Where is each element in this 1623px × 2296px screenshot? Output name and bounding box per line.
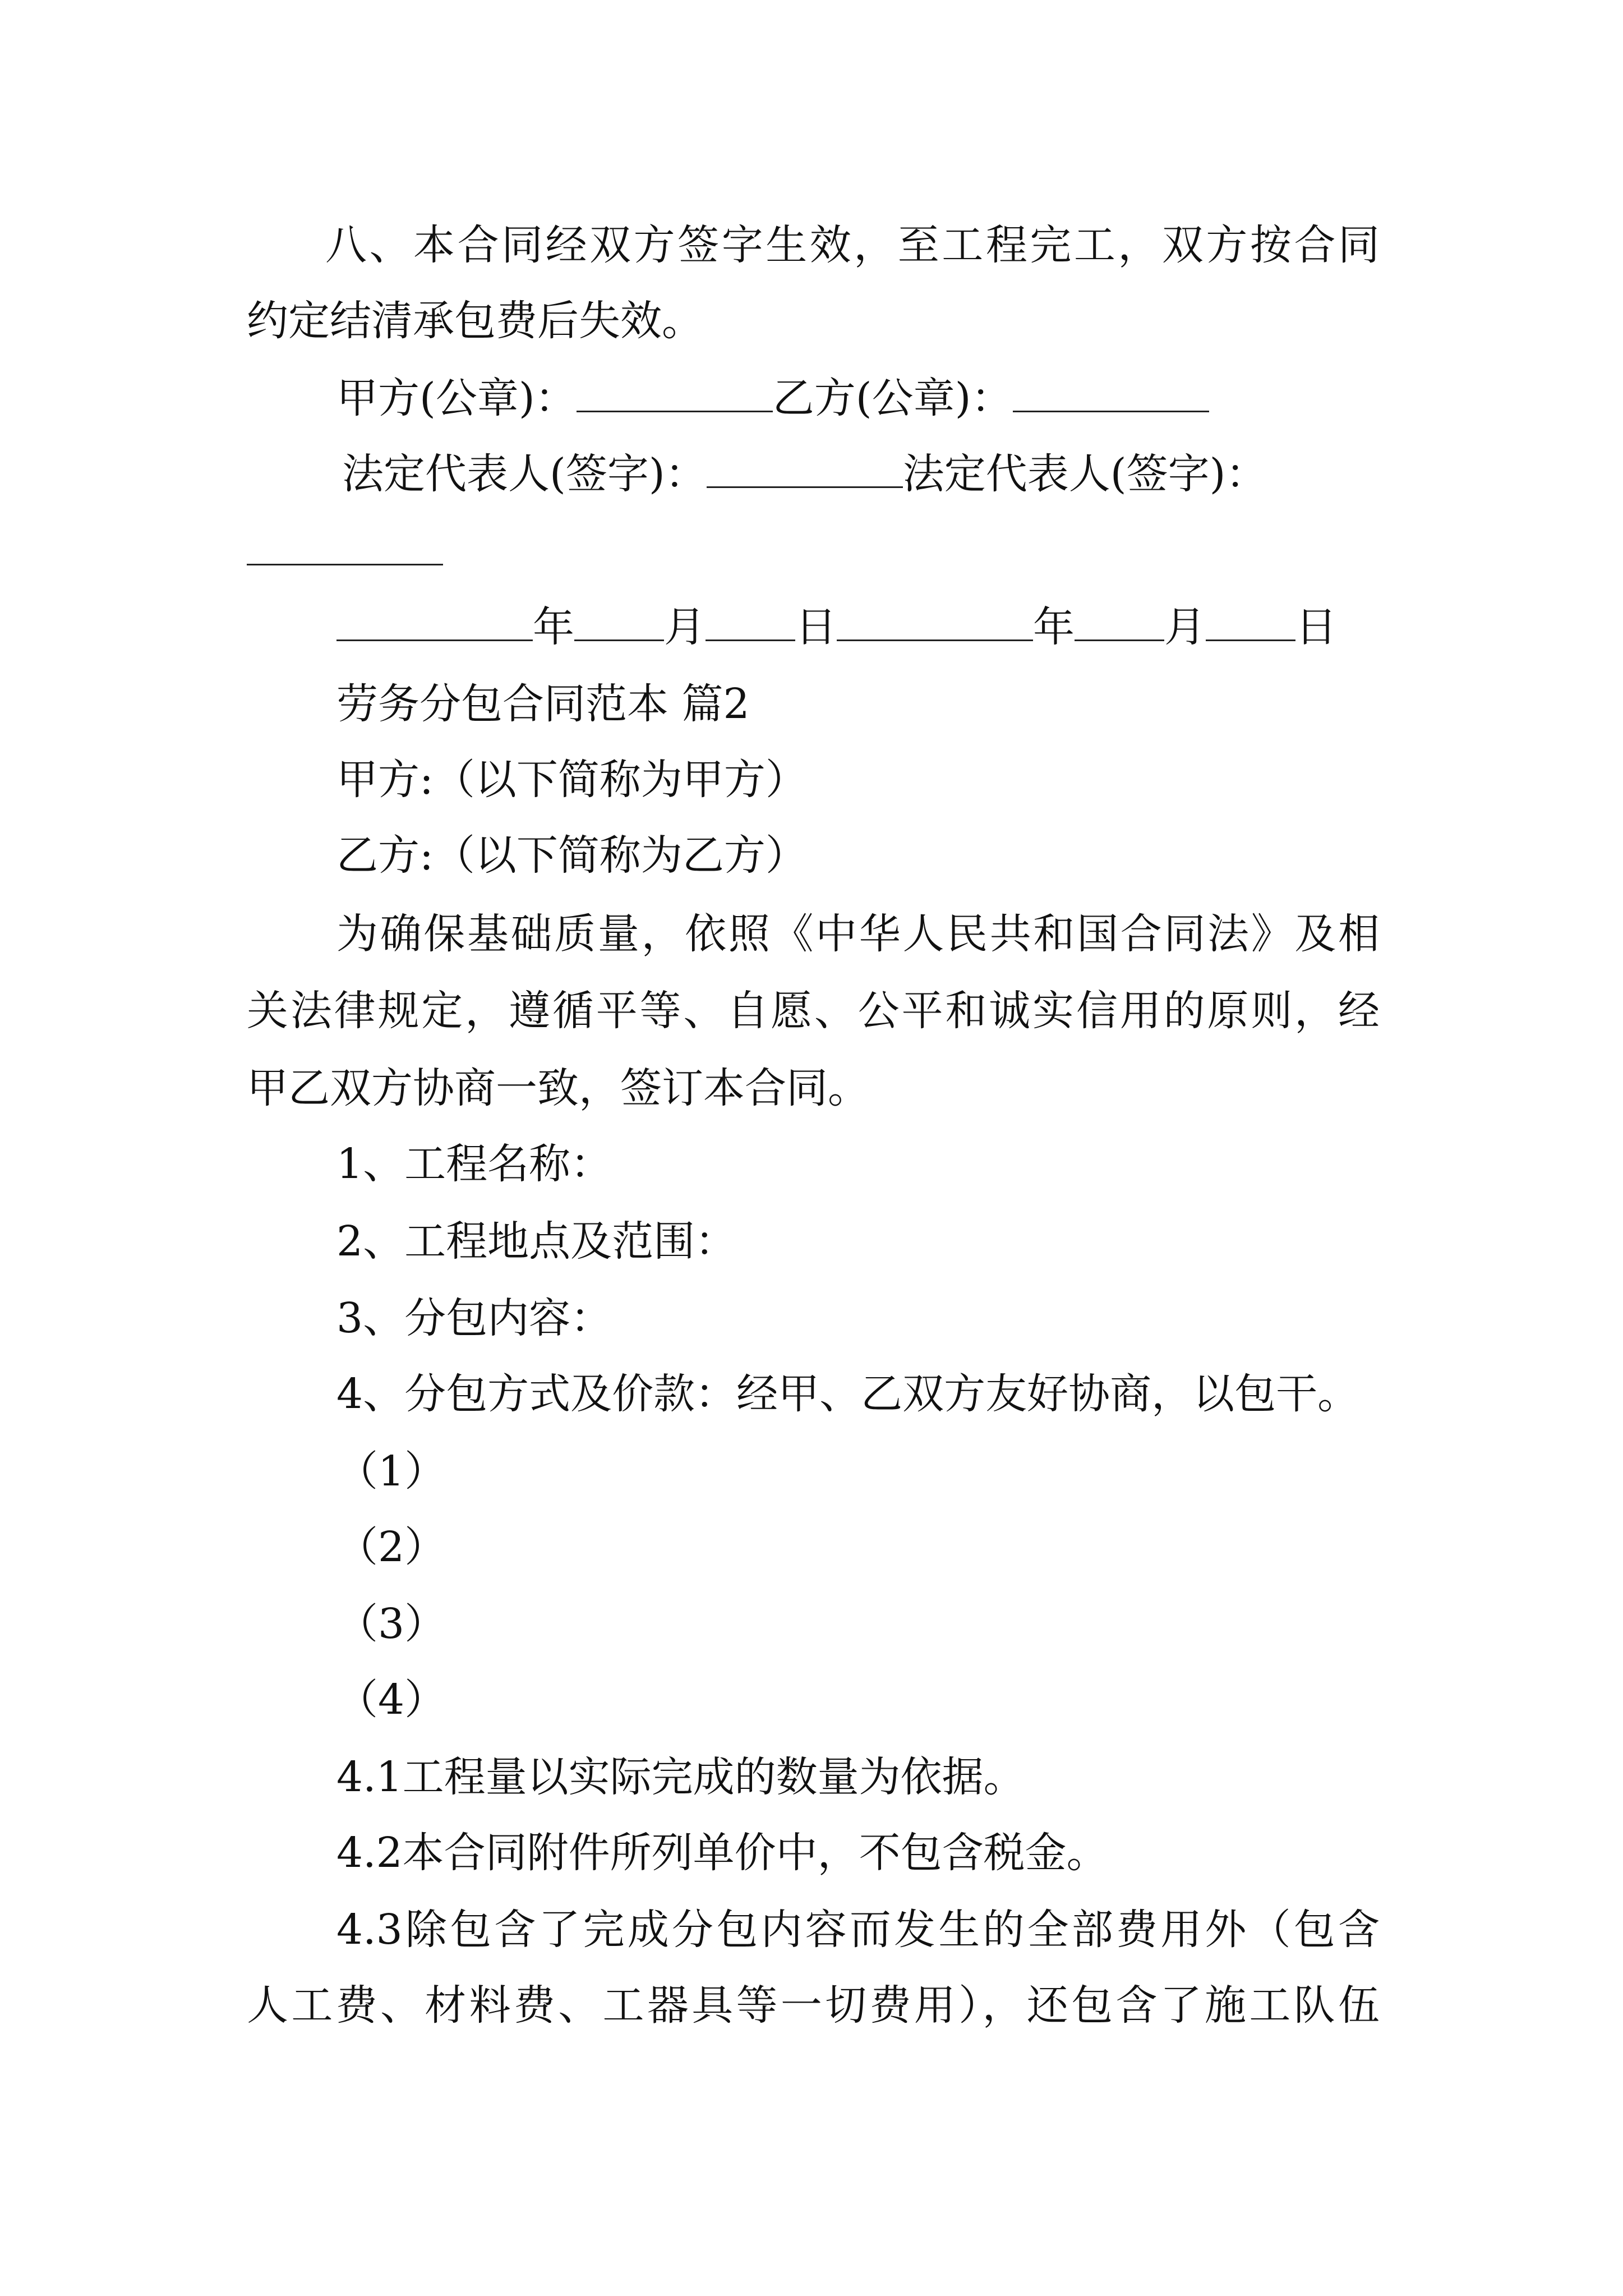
item-3: 3、分包内容：	[336, 1294, 612, 1342]
party-b-rep-blank-row	[247, 526, 443, 577]
date-b-day-label: 日	[1295, 603, 1337, 651]
party-a-seal-blank[interactable]	[577, 376, 773, 412]
party-b-rep-blank[interactable]	[247, 529, 443, 565]
party-a-rep-label: 法定代表人(签字)：	[342, 450, 707, 498]
item-4-3-line-1: 4.3除包含了完成分包内容而发生的全部费用外（包含	[336, 1906, 1380, 1954]
sub-item-1: （1）	[336, 1447, 446, 1496]
clause-8-line-1: 八、本合同经双方签字生效，至工程完工，双方按合同	[325, 221, 1380, 269]
intro-line-1: 为确保基础质量，依照《中华人民共和国合同法》及相	[336, 910, 1380, 958]
item-4: 4、分包方式及价款：经甲、乙双方友好协商，以包干。	[336, 1370, 1359, 1418]
party-b-line: 乙方:（以下简称为乙方）	[336, 831, 807, 880]
seal-signature-row	[336, 373, 1209, 424]
item-4-2: 4.2本合同附件所列单价中，不包含税金。	[336, 1829, 1108, 1877]
date-row	[336, 602, 1337, 652]
date-b-year-label: 年	[1033, 603, 1075, 651]
date-a-year-blank[interactable]	[336, 605, 533, 641]
date-a-day-blank[interactable]	[706, 605, 795, 641]
sub-item-2: （2）	[336, 1523, 446, 1571]
date-a-month-blank[interactable]	[574, 605, 664, 641]
item-4-1: 4.1工程量以实际完成的数量为依据。	[336, 1753, 1025, 1801]
date-b-month-label: 月	[1164, 603, 1206, 651]
item-2: 2、工程地点及范围：	[336, 1217, 737, 1266]
party-b-rep-label: 法定代表人(签字)：	[902, 450, 1267, 498]
sub-item-3: （3）	[336, 1600, 446, 1648]
party-a-seal-label: 甲方(公章)：	[336, 374, 577, 422]
clause-8-line-2: 约定结清承包费后失效。	[247, 297, 703, 345]
date-b-month-blank[interactable]	[1075, 605, 1164, 641]
date-b-year-blank[interactable]	[837, 605, 1033, 641]
party-b-seal-label: 乙方(公章)：	[772, 374, 1013, 422]
party-a-rep-blank[interactable]	[707, 452, 903, 488]
date-a-year-label: 年	[533, 603, 574, 651]
item-1: 1、工程名称：	[336, 1140, 612, 1188]
party-b-seal-blank[interactable]	[1013, 376, 1209, 412]
party-a-line: 甲方:（以下简称为甲方）	[336, 756, 807, 804]
date-a-month-label: 月	[664, 603, 706, 651]
date-a-day-label: 日	[795, 603, 837, 651]
intro-line-3: 甲乙双方协商一致，签订本合同。	[247, 1064, 869, 1112]
section-title: 劳务分包合同范本 篇2	[336, 680, 750, 728]
date-b-day-blank[interactable]	[1206, 605, 1295, 641]
intro-line-2: 关法律规定，遵循平等、自愿、公平和诚实信用的原则，经	[247, 987, 1380, 1035]
item-4-3-line-2: 人工费、材料费、工器具等一切费用），还包含了施工队伍	[247, 1981, 1380, 2030]
representative-signature-row	[342, 449, 1267, 499]
sub-item-4: （4）	[336, 1676, 446, 1724]
